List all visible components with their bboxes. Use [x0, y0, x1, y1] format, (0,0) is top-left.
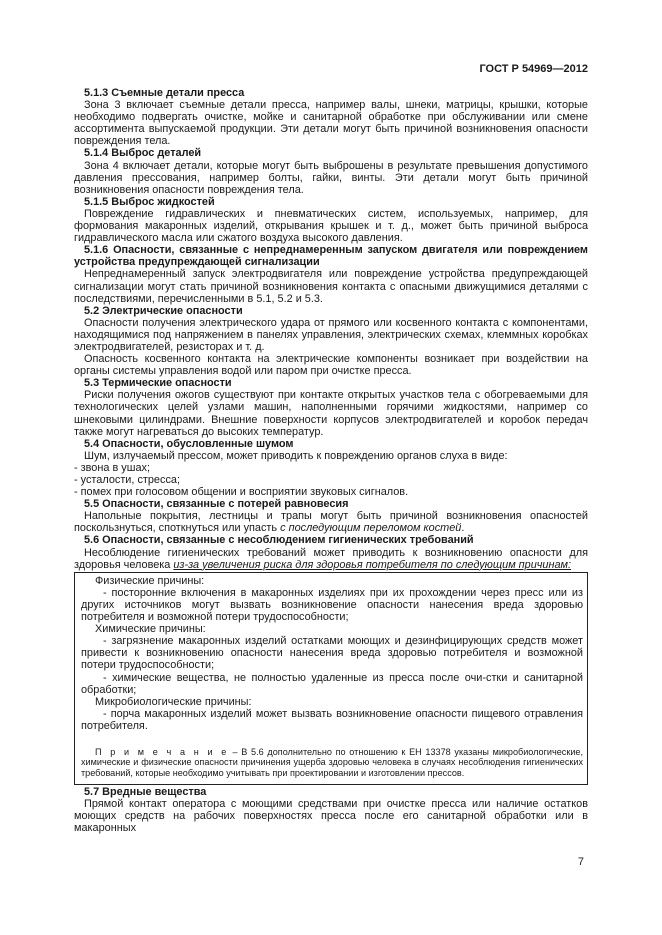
section-5-3-text: Риски получения ожогов существуют при контакте открытых участков тела с обогреваемыми для технологических целей узлами машин, наполненными горячими жидкостями, например со шнековыми цилиндрами. Внешние поверхности корпусов электродвигателей и коробок передач также могут нагреваться до высоких температур.	[74, 389, 588, 438]
section-5-6-text-italic: из-за увеличения риска для здоровья потребителя по следующим причинам:	[173, 558, 572, 571]
section-5-5-text-main: Напольные покрытия, лестницы и трапы могут быть причиной возникновения опасностей поскользнуться, споткнуться или упасть	[74, 510, 588, 535]
section-5-6-title: 5.6 Опасности, связанные с несоблюдением гигиенических требований	[84, 534, 474, 547]
chemical-causes-item-2: - химические вещества, не полностью удаленные из пресса после очи-стки и санитарной обработки;	[81, 671, 583, 696]
section-5-4-item-2: - усталости, стресса;	[74, 474, 180, 486]
page-number: 7	[577, 856, 584, 868]
section-5-4-item-1: - звона в ушах;	[74, 461, 150, 474]
section-5-6-text	[74, 547, 588, 571]
section-5-1-3-text: Зона 3 включает съемные детали пресса, например валы, шнеки, матрицы, крышки, которые необходимо подвергать очистке, мойке и санитарной обработке при обслуживании или смене ассортимента выпускаемой продукции. Эти детали могут быть причиной возникновения опасности повреждения тела.	[74, 99, 588, 148]
physical-causes-item: - посторонние включения в макаронных изделиях при их прохождении через пресс или из других источников могут вызвать возникновение опасности нанесения вреда здоровью потребителя и возможной потери трудоспособности;	[81, 586, 583, 624]
chemical-causes-title: Химические причины:	[95, 623, 206, 636]
section-5-1-5-text: Повреждение гидравлических и пневматических систем, используемых, например, для формования макаронных изделий, открывания крышек и т. д., может быть причиной выброса гидравлического масла или сжатого воздуха высокого давления.	[74, 207, 588, 245]
section-5-7-text: Прямой контакт оператора с моющими средствами при очистке пресса или наличие остатков моющих средств на рабочих поверхностях пресса после его санитарной обработки или в макаронных	[74, 798, 588, 835]
section-5-1-6-title: 5.1.6 Опасности, связанные с непреднамеренным запуском двигателя или повреждением устройства предупреждающей сигнализации	[74, 244, 588, 269]
section-5-3-title: 5.3 Термические опасности	[84, 377, 232, 390]
section-5-2-title: 5.2 Электрические опасности	[84, 304, 243, 317]
section-5-4-text: Шум, излучаемый прессом, может приводить к повреждению органов слуха в виде:	[84, 449, 508, 462]
document-header: ГОСТ Р 54969—2012	[479, 63, 588, 75]
section-5-6-text-main: Несоблюдение гигиенических требований может приводить к возникновению опасности для здоровья человека	[74, 546, 588, 571]
section-5-4-item-3: - помех при голосовом общении и восприятии звуковых сигналов.	[74, 486, 409, 499]
microbiological-causes-title: Микробиологические причины:	[95, 695, 252, 708]
section-5-1-4-title: 5.1.4 Выброс деталей	[84, 147, 202, 160]
chemical-causes-item-1: - загрязнение макаронных изделий остатками моющих и дезинфицирующих средств может привести к возникновению опасности нанесения вреда здоровью потребителя и возможной потери трудоспособности;	[81, 635, 583, 672]
section-5-1-4-text: Зона 4 включает детали, которые могут быть выброшены в результате превышения допустимого давления прессования, например болты, гайки, винты. Эти детали могут быть причиной возникновения опасности повреждения тела.	[74, 159, 588, 196]
section-5-4-title: 5.4 Опасности, обусловленные шумом	[84, 437, 294, 450]
section-5-5-title: 5.5 Опасности, связанные с потерей равновесия	[84, 498, 349, 511]
microbiological-causes-item: - порча макаронных изделий может вызвать возникновение опасности пищевого отравления потребителя.	[81, 707, 583, 732]
section-5-5-text: Напольные покрытия, лестницы и трапы могут быть причиной возникновения опасностей поскользнуться, споткнуться или упасть с последующим переломом костей.	[74, 510, 588, 535]
note-label: П р и м е ч а н и е	[95, 746, 229, 757]
section-5-1-3-title: 5.1.3 Съемные детали пресса	[84, 87, 245, 99]
section-5-7-title: 5.7 Вредные вещества	[84, 786, 207, 799]
note-spacer	[81, 732, 583, 744]
section-5-2-text-2: Опасность косвенного контакта на электрические компоненты возникает при воздействии на органы системы управления водой или паром при очистке пресса.	[74, 353, 588, 378]
section-5-6-framed-block	[74, 572, 588, 785]
section-5-1-6-text: Непреднамеренный запуск электродвигателя или повреждение устройства предупреждающей сигнализации могут стать причиной возникновения контакта с опасными движущимися деталями с последствиями, перечисленными в 5.1, 5.2 и 5.3.	[74, 268, 588, 305]
section-5-5-text-italic: с последующим переломом костей	[280, 522, 462, 535]
note-text: – В 5.6 дополнительно по отношению к ЕН 13378 указаны микробиологические, химические и физические опасности причинения ущерба здоровью человека в случаях несоблюдения гигиенических требований, которые необходимо учитывать при проектировании и изготовлении прессов.	[81, 746, 583, 778]
physical-causes-title: Физические причины:	[95, 574, 205, 587]
section-5-2-text-1: Опасности получения электрического удара от прямого или косвенного контакта с компонентами, находящимися под напряжением в панелях управления, электрических схемах, клеммных коробках электродвигателей, резисторах и т. д.	[74, 316, 588, 353]
section-5-6-note	[81, 747, 583, 778]
section-5-1-5-title: 5.1.5 Выброс жидкостей	[84, 195, 215, 208]
document-body	[74, 87, 588, 835]
